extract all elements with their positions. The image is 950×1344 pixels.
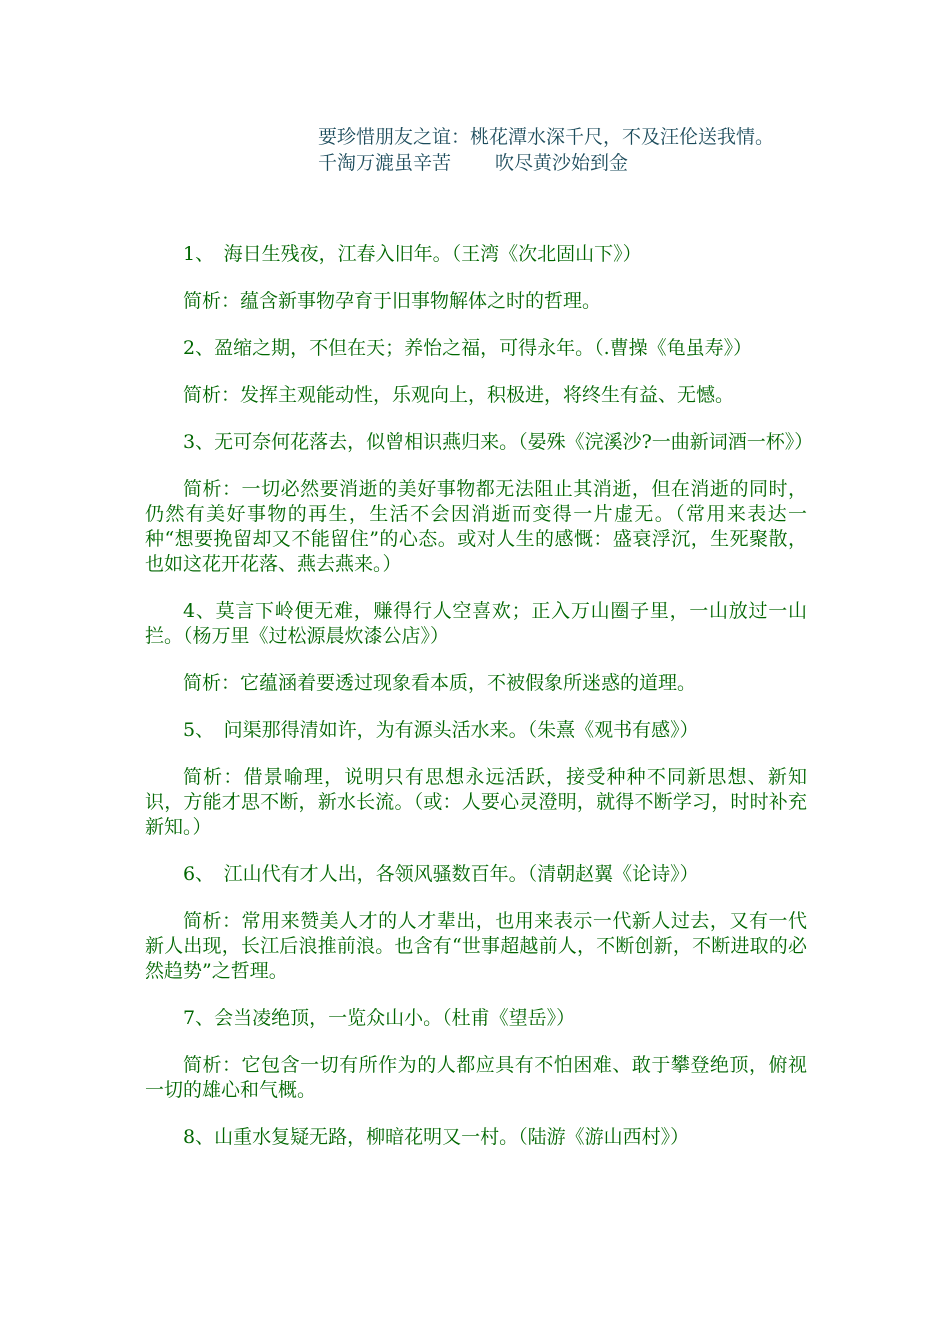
analysis-6: 简析：常用来赞美人才的人才辈出，也用来表示一代新人过去，又有一代新人出现，长江后浪推前浪。也含有“世事超越前人，不断创新，不断进取的必然趋势”之哲理。 — [145, 910, 807, 982]
header-line-2 — [318, 150, 838, 176]
poem-line-7: 7、会当凌绝顶，一览众山小。（杜甫《望岳》） — [183, 1007, 576, 1029]
poem-line-5: 5、 问渠那得清如许，为有源头活水来。（朱熹《观书有感》） — [183, 719, 699, 741]
analysis-3: 简析：一切必然要消逝的美好事物都无法阻止其消逝，但在消逝的同时，仍然有美好事物的再生，生活不会因消逝而变得一片虚无。（常用来表达一种“想要挽留却又不能留住”的心态。或对人生的感慨：盛衰浮沉，生死聚散，也如这花开花落、燕去燕来。） — [145, 478, 807, 575]
analysis-2: 简析：发挥主观能动性，乐观向上，积极进，将终生有益、无憾。 — [183, 384, 735, 406]
header-quote — [318, 124, 838, 176]
poem-line-6: 6、 江山代有才人出，各领风骚数百年。（清朝赵翼《论诗》） — [183, 863, 699, 885]
document-body — [145, 242, 814, 1150]
analysis-5: 简析：借景喻理，说明只有思想永远活跃，接受种种不同新思想、新知识，方能才思不断，新水长流。（或：人要心灵澄明，就得不断学习，时时补充新知。） — [145, 766, 807, 838]
poem-line-2: 2、盈缩之期，不但在天；养怡之福，可得永年。（.曹操《龟虽寿》） — [183, 337, 753, 359]
poem-line-1: 1、 海日生残夜，江春入旧年。（王湾《次北固山下》） — [183, 243, 642, 265]
poem-line-8: 8、山重水复疑无路，柳暗花明又一村。（陆游《游山西村》） — [183, 1126, 690, 1148]
analysis-4: 简析：它蕴涵着要透过现象看本质，不被假象所迷惑的道理。 — [183, 672, 697, 694]
header-line-2-left: 千淘万漉虽辛苦 — [318, 152, 452, 174]
header-line-2-right: 吹尽黄沙始到金 — [495, 152, 629, 174]
poem-line-3: 3、无可奈何花落去，似曾相识燕归来。（晏殊《浣溪沙?一曲新词酒一杯》） — [183, 431, 814, 453]
poem-line-4: 4、莫言下岭便无难，赚得行人空喜欢；正入万山圈子里，一山放过一山拦。（杨万里《过松源晨炊漆公店》） — [145, 600, 807, 647]
analysis-1: 简析：蕴含新事物孕育于旧事物解体之时的哲理。 — [183, 290, 602, 312]
analysis-7: 简析：它包含一切有所作为的人都应具有不怕困难、敢于攀登绝顶，俯视一切的雄心和气概。 — [145, 1054, 807, 1101]
header-line-1: 要珍惜朋友之谊：桃花潭水深千尺，不及汪伦送我情。 — [318, 126, 775, 148]
